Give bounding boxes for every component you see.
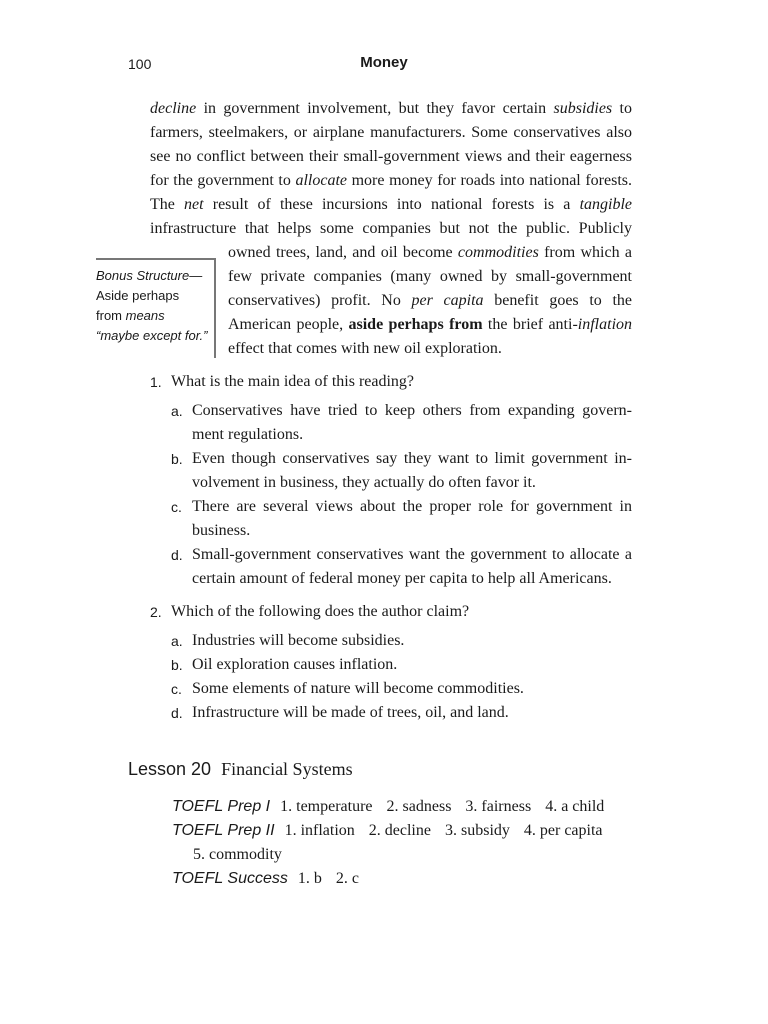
answer-row-prep2-continued bbox=[172, 843, 632, 867]
sidebar-line bbox=[96, 266, 214, 286]
answer-item: 2. sadness bbox=[386, 798, 452, 815]
option-text: Some elements of nature will become commodities. bbox=[192, 680, 524, 697]
answer-item: 1. temperature bbox=[280, 798, 373, 815]
bonus-structure-sidebar bbox=[96, 258, 216, 358]
italic-term: net bbox=[184, 196, 204, 213]
option-a[interactable] bbox=[171, 399, 632, 447]
passage-line bbox=[228, 265, 632, 289]
option-text: Infrastructure will be made of trees, oil, and land. bbox=[192, 704, 509, 721]
option-text: Small-government conservatives want the government to allocate a certain amount of federal money per capita to help all Americans. bbox=[192, 546, 632, 587]
passage-line bbox=[150, 217, 632, 241]
answer-section-label: TOEFL Prep I bbox=[172, 798, 271, 815]
text-run: American people, bbox=[228, 316, 349, 333]
option-letter: b. bbox=[171, 451, 183, 467]
option-letter: a. bbox=[171, 403, 183, 419]
passage-line bbox=[150, 169, 632, 193]
option-d[interactable] bbox=[171, 701, 632, 725]
answer-options bbox=[171, 629, 632, 725]
option-c[interactable] bbox=[171, 495, 632, 543]
passage-line bbox=[228, 289, 632, 313]
question-1 bbox=[150, 370, 632, 591]
lesson-number: Lesson 20 bbox=[128, 759, 212, 779]
answer-row-prep1 bbox=[172, 795, 632, 819]
passage-line bbox=[150, 145, 632, 169]
passage-line bbox=[150, 97, 632, 121]
answer-item: 4. per capita bbox=[523, 822, 603, 839]
question-2 bbox=[150, 600, 632, 725]
answer-row-success bbox=[172, 867, 632, 891]
sidebar-line bbox=[96, 306, 214, 326]
passage-line bbox=[150, 121, 632, 145]
option-d[interactable] bbox=[171, 543, 632, 591]
answer-item: 3. subsidy bbox=[444, 822, 510, 839]
question-number: 2. bbox=[150, 604, 162, 620]
answer-item: 5. commodity bbox=[193, 846, 282, 863]
text-run: owned trees, land, and oil become bbox=[228, 244, 458, 261]
text-run: result of these incursions into national forests is a bbox=[203, 196, 580, 213]
lesson-heading bbox=[128, 759, 353, 780]
answer-section-label: TOEFL Success bbox=[172, 870, 288, 887]
passage-line bbox=[228, 241, 632, 265]
sidebar-line bbox=[96, 286, 214, 306]
option-b[interactable] bbox=[171, 447, 632, 495]
italic-term: means bbox=[125, 308, 165, 323]
passage-line bbox=[150, 193, 632, 217]
option-letter: b. bbox=[171, 657, 183, 673]
italic-term: Bonus Structure— bbox=[96, 268, 203, 283]
option-text: There are several views about the proper role for government in business. bbox=[192, 498, 632, 539]
reading-passage bbox=[150, 97, 632, 361]
text-run: effect that comes with new oil exploration. bbox=[228, 340, 502, 357]
option-letter: c. bbox=[171, 681, 182, 697]
bold-term: aside perhaps from bbox=[348, 316, 483, 333]
answer-options bbox=[171, 399, 632, 591]
italic-term: subsidies bbox=[553, 100, 613, 117]
answer-item: 1. b bbox=[297, 870, 322, 887]
answer-key bbox=[172, 795, 632, 891]
text-run: from which a bbox=[538, 244, 632, 261]
answer-item: 2. decline bbox=[368, 822, 431, 839]
answer-item: 4. a child bbox=[545, 798, 605, 815]
passage-line bbox=[228, 313, 632, 337]
question-text: Which of the following does the author claim? bbox=[171, 603, 470, 620]
option-b[interactable] bbox=[171, 653, 632, 677]
option-letter: a. bbox=[171, 633, 183, 649]
italic-term: inflation bbox=[577, 316, 633, 333]
italic-term: tangible bbox=[579, 196, 633, 213]
text-run: to bbox=[612, 100, 632, 117]
text-run: farmers, steelmakers, or airplane manufacturers. Some conservatives also bbox=[150, 124, 632, 141]
page-number: 100 bbox=[128, 56, 152, 72]
italic-term: “maybe except for.” bbox=[96, 328, 208, 343]
option-text: Conservatives have tried to keep others from expanding govern-ment regulations. bbox=[192, 402, 632, 443]
option-c[interactable] bbox=[171, 677, 632, 701]
answer-section-label: TOEFL Prep II bbox=[172, 822, 275, 839]
running-header-title: Money bbox=[360, 54, 408, 71]
italic-term: per capita bbox=[411, 292, 484, 309]
option-letter: d. bbox=[171, 705, 183, 721]
option-letter: c. bbox=[171, 499, 182, 515]
text-run: in government involvement, but they favor certain bbox=[196, 100, 554, 117]
option-letter: d. bbox=[171, 547, 183, 563]
italic-term: allocate bbox=[295, 172, 347, 189]
text-run: more money for roads into national forests. bbox=[347, 172, 632, 189]
answer-item: 3. fairness bbox=[465, 798, 532, 815]
text-run: the brief anti- bbox=[482, 316, 578, 333]
text-run: Aside perhaps bbox=[96, 288, 180, 303]
text-run: see no conflict between their small-government views and their eagerness bbox=[150, 148, 632, 165]
option-a[interactable] bbox=[171, 629, 632, 653]
lesson-title: Financial Systems bbox=[221, 759, 353, 779]
option-text: Oil exploration causes inflation. bbox=[192, 656, 398, 673]
italic-term: commodities bbox=[457, 244, 539, 261]
answer-item: 2. c bbox=[335, 870, 360, 887]
text-run: benefit goes to the bbox=[483, 292, 632, 309]
option-text: Industries will become subsidies. bbox=[192, 632, 405, 649]
text-run: The bbox=[150, 196, 185, 213]
text-run: conservatives) profit. No bbox=[228, 292, 412, 309]
option-text: Even though conservatives say they want to limit government in-volvement in business, they actually do often favor it. bbox=[192, 450, 632, 491]
text-run: infrastructure that helps some companies but not the public. Publicly bbox=[150, 220, 632, 237]
text-run: for the government to bbox=[150, 172, 296, 189]
answer-item: 1. inflation bbox=[284, 822, 355, 839]
text-run: few private companies (many owned by small-government bbox=[228, 268, 632, 285]
question-number: 1. bbox=[150, 374, 162, 390]
text-run: from bbox=[96, 308, 126, 323]
sidebar-line bbox=[96, 326, 214, 346]
question-text: What is the main idea of this reading? bbox=[171, 373, 415, 390]
passage-line bbox=[228, 337, 632, 361]
answer-row-prep2 bbox=[172, 819, 632, 843]
italic-term: decline bbox=[150, 100, 197, 117]
